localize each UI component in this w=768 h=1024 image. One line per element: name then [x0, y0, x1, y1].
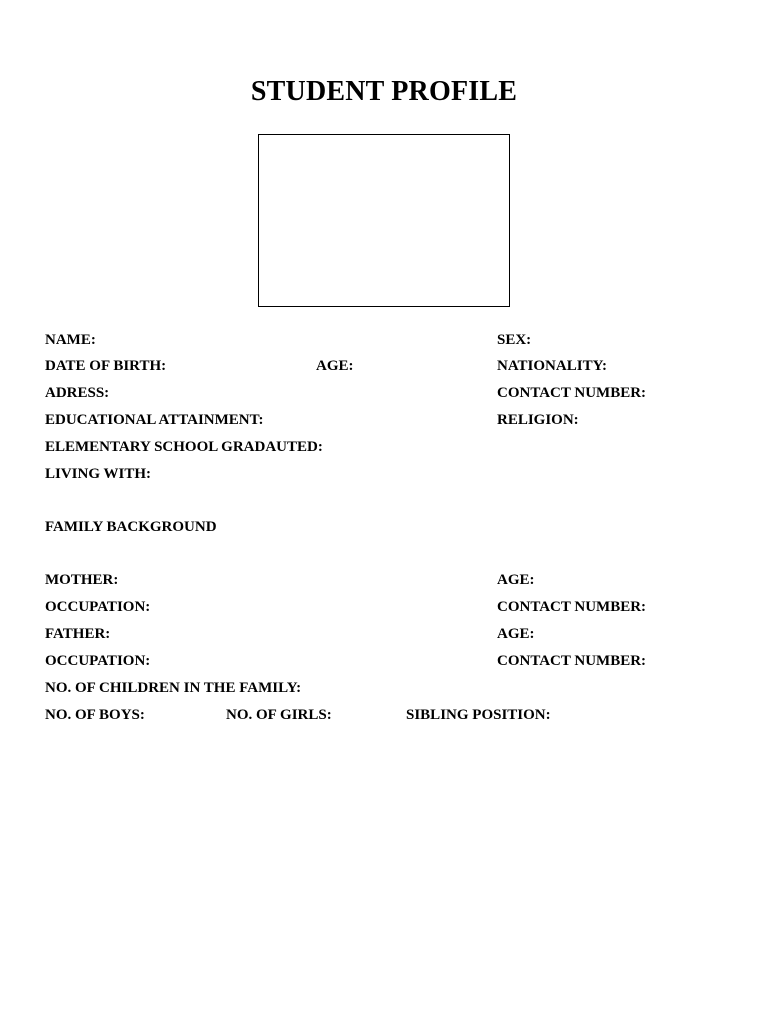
nationality-label: NATIONALITY: [497, 358, 608, 374]
religion-label: RELIGION: [497, 412, 579, 428]
mother-occupation-label: OCCUPATION: [45, 599, 151, 615]
father-age-label: AGE: [497, 626, 535, 642]
educational-attainment-label: EDUCATIONAL ATTAINMENT: [45, 412, 264, 428]
sibling-position-label: SIBLING POSITION: [406, 707, 551, 723]
page-title: STUDENT PROFILE [250, 76, 518, 107]
age-label: AGE: [316, 358, 354, 374]
sex-label: SEX: [497, 332, 532, 348]
father-label: FATHER: [45, 626, 111, 642]
mother-contact-number-label: CONTACT NUMBER: [497, 599, 647, 615]
living-with-label: LIVING WITH: [45, 466, 151, 482]
family-background-heading: FAMILY BACKGROUND [45, 519, 217, 535]
mother-label: MOTHER: [45, 572, 119, 588]
date-of-birth-label: DATE OF BIRTH: [45, 358, 167, 374]
elementary-school-label: ELEMENTARY SCHOOL GRADAUTED: [45, 439, 323, 455]
girls-count-label: NO. OF GIRLS: [226, 707, 332, 723]
boys-count-label: NO. OF BOYS: [45, 707, 145, 723]
name-label: NAME: [45, 332, 96, 348]
mother-age-label: AGE: [497, 572, 535, 588]
address-label: ADRESS: [45, 385, 110, 401]
contact-number-label: CONTACT NUMBER: [497, 385, 647, 401]
father-contact-number-label: CONTACT NUMBER: [497, 653, 647, 669]
children-count-label: NO. OF CHILDREN IN THE FAMILY: [45, 680, 302, 696]
photo-placeholder-box [258, 134, 510, 307]
father-occupation-label: OCCUPATION: [45, 653, 151, 669]
